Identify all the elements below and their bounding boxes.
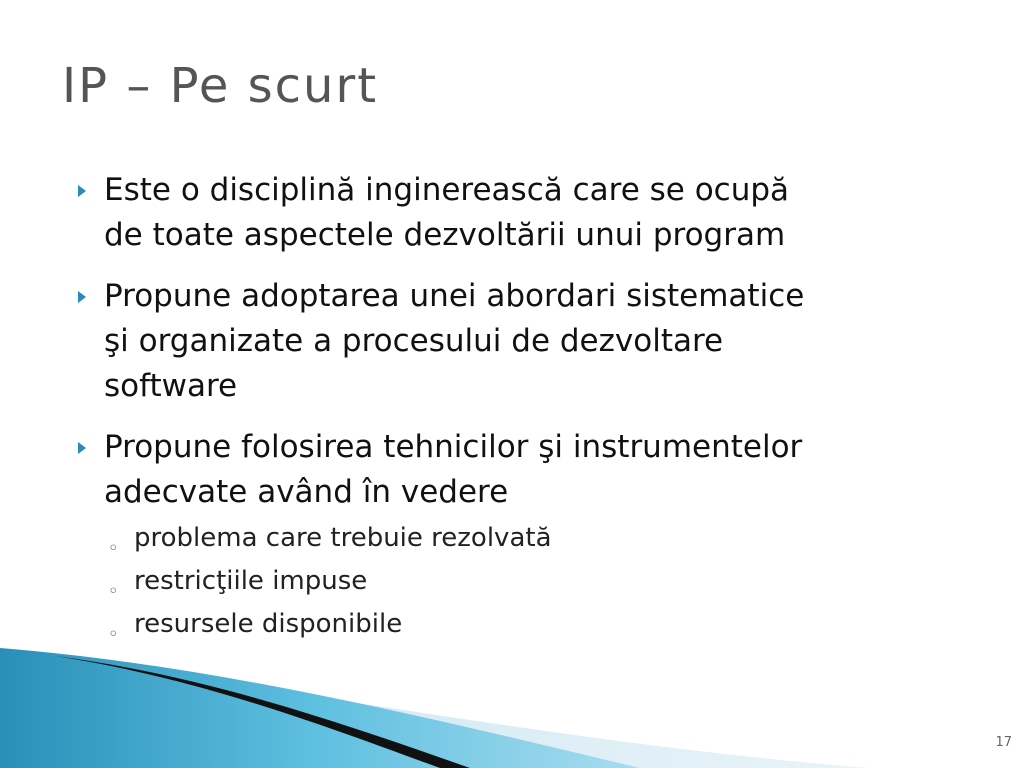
circle-bullet-icon: ◦ xyxy=(108,624,119,645)
bullet-line: de toate aspectele dezvoltării unui program xyxy=(104,217,786,253)
bullet-line: şi organizate a procesului de dezvoltare xyxy=(104,323,724,359)
bullet-item xyxy=(78,274,978,409)
bullet-item xyxy=(78,425,978,646)
slide-title: IP – Pe scurt xyxy=(62,58,379,114)
sub-bullet-item xyxy=(104,603,978,646)
sub-bullet-text: resursele disponibile xyxy=(134,609,403,639)
bullet-line: software xyxy=(104,368,238,404)
sub-bullet-list xyxy=(104,517,978,646)
page-number: 17 xyxy=(995,735,1012,750)
bullet-item xyxy=(78,168,978,258)
bullet-list xyxy=(78,168,978,662)
circle-bullet-icon: ◦ xyxy=(108,581,119,602)
sub-bullet-text: problema care trebuie rezolvată xyxy=(134,523,552,553)
triangle-bullet-icon xyxy=(78,291,86,303)
bullet-line: Propune folosirea tehnicilor şi instrumentelor xyxy=(104,429,803,465)
bullet-line: Propune adoptarea unei abordari sistematice xyxy=(104,278,805,314)
triangle-bullet-icon xyxy=(78,442,86,454)
bullet-line: adecvate având în vedere xyxy=(104,474,509,510)
sub-bullet-item xyxy=(104,560,978,603)
sub-bullet-text: restricţiile impuse xyxy=(134,566,368,596)
bullet-line: Este o disciplină inginerească care se ocupă xyxy=(104,172,790,208)
triangle-bullet-icon xyxy=(78,185,86,197)
circle-bullet-icon: ◦ xyxy=(108,538,119,559)
sub-bullet-item xyxy=(104,517,978,560)
